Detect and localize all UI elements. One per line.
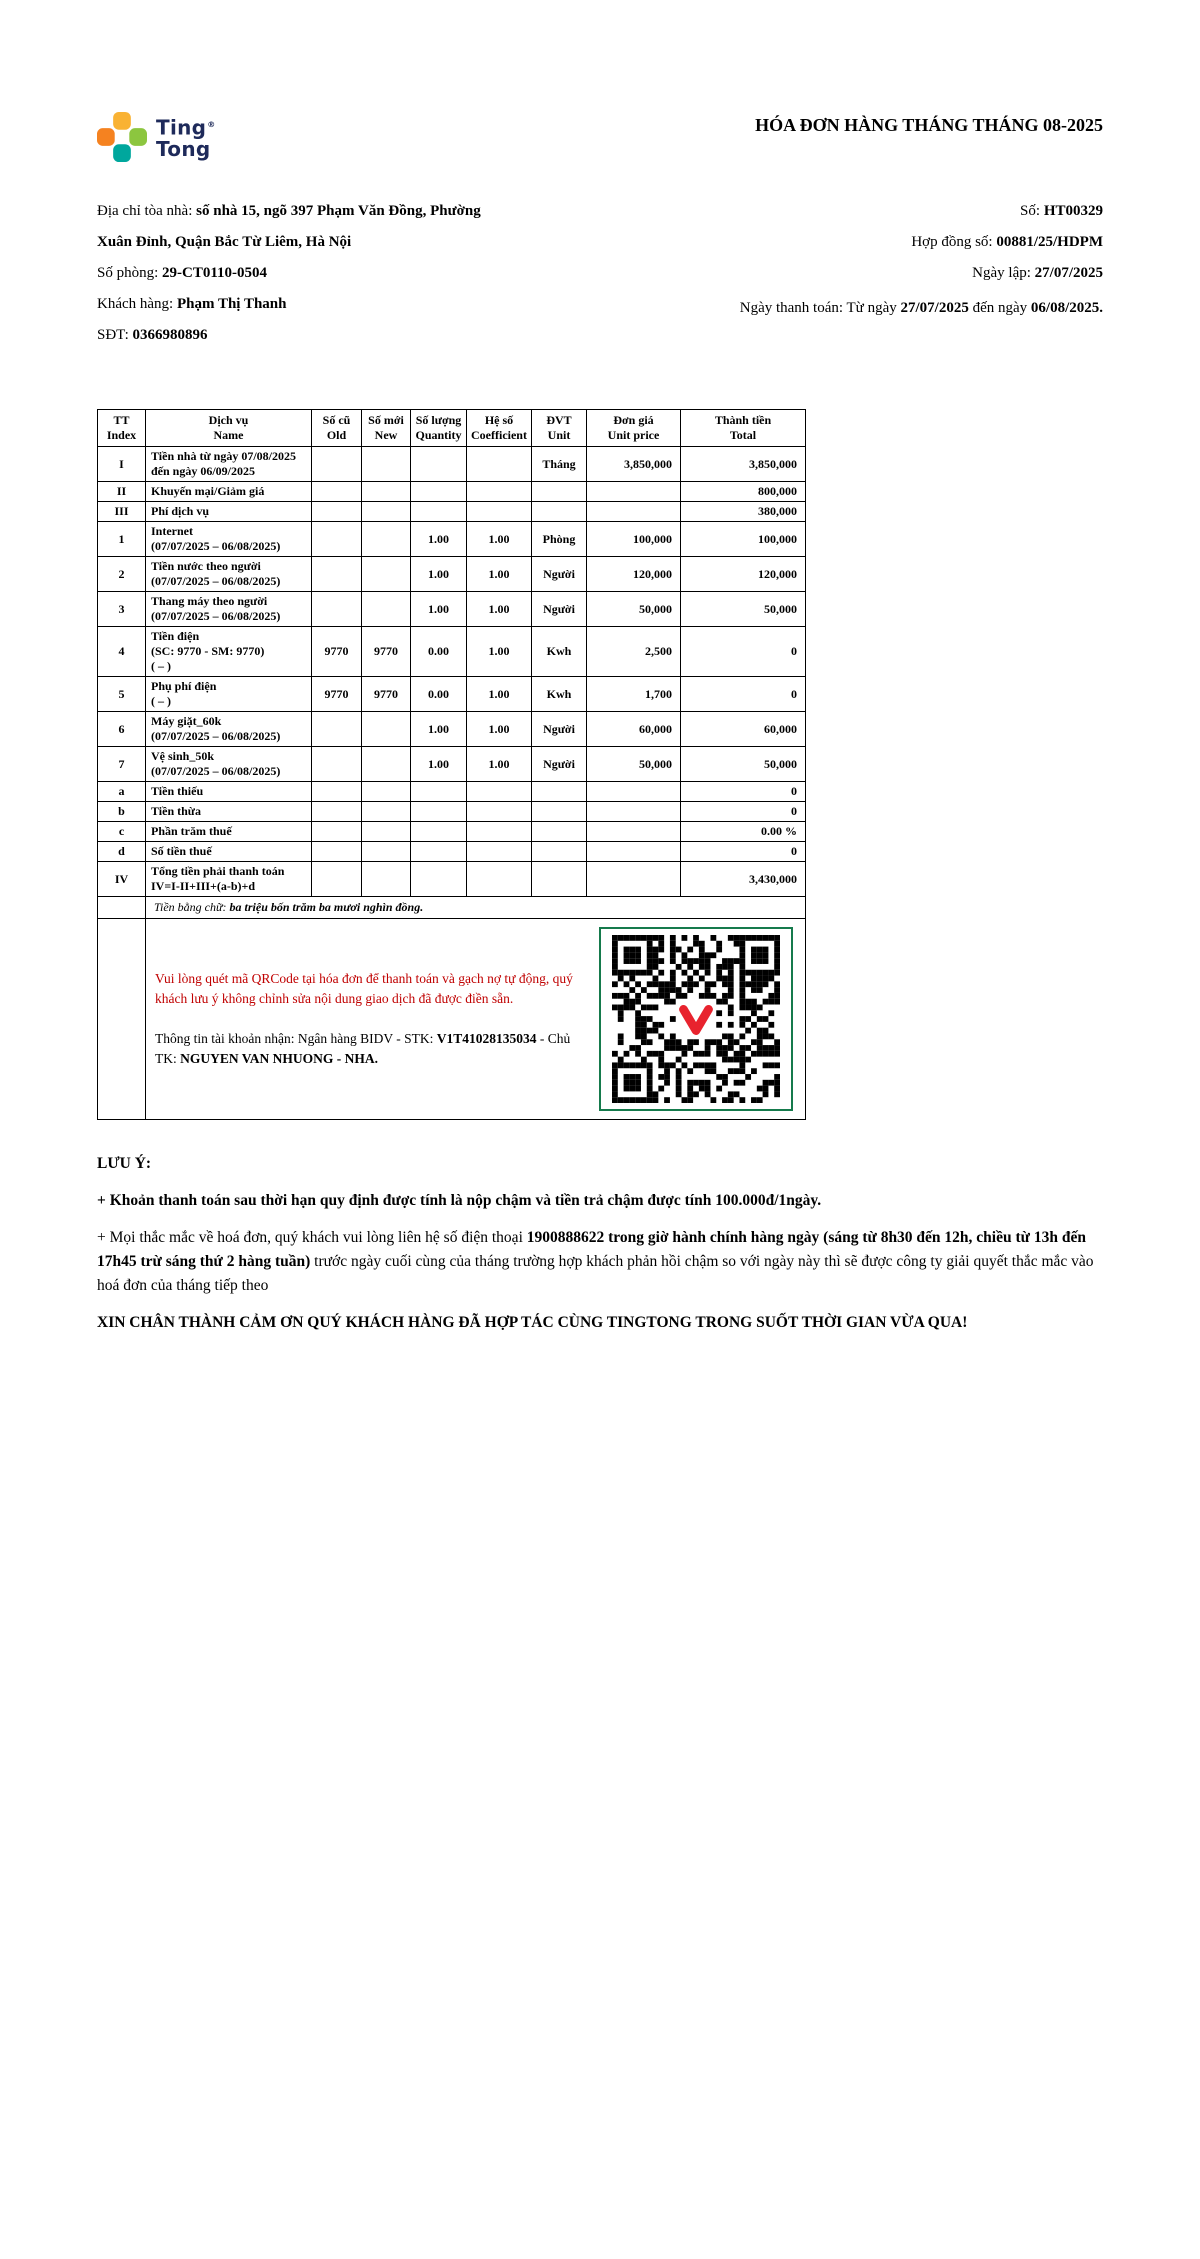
cell-old [312,557,362,592]
cell-name: Phụ phí điện ( – ) [146,677,312,712]
cell-total: 0 [681,677,806,712]
cell-total: 800,000 [681,482,806,502]
col-header-coefficient: Hệ số Coefficient [467,410,532,447]
cell-index: 3 [98,592,146,627]
cell-coefficient: 1.00 [467,557,532,592]
cell-quantity [411,502,467,522]
cell-unit: Kwh [532,677,587,712]
cell-index: 5 [98,677,146,712]
customer-info [97,196,512,351]
late-payment-note: + Khoản thanh toán sau thời hạn quy định được tính là nộp chậm và tiền trả chậm được tính 100.000đ/1ngày. [97,1192,822,1210]
cell-quantity [411,802,467,822]
cell-coefficient [467,447,532,482]
cell-unit-price: 120,000 [587,557,681,592]
cell-index: 4 [98,627,146,677]
service-row [98,557,806,592]
cell-coefficient: 1.00 [467,522,532,557]
cell-name: Số tiền thuế [146,842,312,862]
services-table [97,409,806,1120]
cell-new [362,557,411,592]
cell-index: d [98,842,146,862]
cell-unit: Tháng [532,447,587,482]
cell-coefficient [467,502,532,522]
cell-new [362,802,411,822]
cell-index: III [98,502,146,522]
cell-name: Tiền thiếu [146,782,312,802]
cell-coefficient: 1.00 [467,627,532,677]
cell-quantity: 1.00 [411,592,467,627]
service-row [98,447,806,482]
cell-name: Tiền thừa [146,802,312,822]
cell-new [362,482,411,502]
cell-unit: Kwh [532,627,587,677]
cell-index: a [98,782,146,802]
cell-coefficient [467,782,532,802]
cell-old [312,822,362,842]
cell-total: 120,000 [681,557,806,592]
issue-date-value: 27/07/2025 [1034,265,1103,281]
payment-middle: đến ngày [972,300,1028,316]
service-row [98,747,806,782]
registered-mark: ® [207,119,216,129]
phone-value: 0366980896 [132,327,208,343]
cell-old [312,502,362,522]
cell-unit: Người [532,557,587,592]
cell-new [362,712,411,747]
invoice-number-label: Số: [1020,203,1041,219]
invoice-number [733,196,1103,227]
cell-quantity: 0.00 [411,677,467,712]
service-row [98,677,806,712]
cell-coefficient [467,482,532,502]
contract-number [733,227,1103,258]
cell-name: Thang máy theo người (07/07/2025 – 06/08/2025) [146,592,312,627]
cell-unit-price: 3,850,000 [587,447,681,482]
col-header-total: Thành tiền Total [681,410,806,447]
cell-old [312,592,362,627]
cell-name: Vệ sinh_50k (07/07/2025 – 06/08/2025) [146,747,312,782]
col-header-quantity: Số lượng Quantity [411,410,467,447]
logo-wordmark [156,114,216,161]
phone-label: SĐT: [97,327,129,343]
thanks-note: XIN CHÂN THÀNH CẢM ƠN QUÝ KHÁCH HÀNG ĐÃ HỢP TÁC CÙNG TINGTONG TRONG SUỐT THỜI GIAN VỪA QUA! [97,1314,968,1332]
payment-prefix: Ngày thanh toán: Từ ngày [739,300,897,316]
cell-coefficient: 1.00 [467,677,532,712]
cell-total: 0 [681,842,806,862]
footer-notes [97,1152,1103,1335]
cell-unit: Phòng [532,522,587,557]
amount-in-words-label: Tiền bằng chữ: [154,900,227,914]
cell-index: 7 [98,747,146,782]
payment-from-date: 27/07/2025 [900,300,969,316]
cell-name: Phí dịch vụ [146,502,312,522]
cell-index: 6 [98,712,146,747]
cell-quantity [411,447,467,482]
service-row [98,592,806,627]
cell-new [362,782,411,802]
cell-name: Tiền điện (SC: 9770 - SM: 9770) ( – ) [146,627,312,677]
qr-code-frame [599,927,793,1111]
cell-total: 380,000 [681,502,806,522]
cell-unit-price: 2,500 [587,627,681,677]
bank-prefix: Thông tin tài khoản nhận: Ngân hàng BIDV - STK: [155,1031,434,1046]
cell-new [362,822,411,842]
cell-unit-price [587,482,681,502]
cell-coefficient: 1.00 [467,747,532,782]
hotline-note-suffix: trước ngày cuối cùng của tháng trường hợp khách phản hồi chậm so với ngày này thì sẽ được công ty giải quyết thắc mắc vào hoá đơn của tháng tiếp theo [97,1253,1094,1295]
service-row [98,482,806,502]
cell-unit [532,862,587,897]
cell-quantity: 1.00 [411,557,467,592]
notes-title: LƯU Ý: [97,1155,152,1172]
cell-quantity: 0.00 [411,627,467,677]
cell-old [312,522,362,557]
cell-unit [532,822,587,842]
customer-value: Phạm Thị Thanh [176,296,287,312]
col-header-index: TT Index [98,410,146,447]
cell-unit-price [587,842,681,862]
cell-unit-price [587,822,681,842]
cell-new: 9770 [362,627,411,677]
cell-quantity: 1.00 [411,747,467,782]
header [97,112,1103,162]
contract-label: Hợp đồng số: [911,234,993,250]
service-row [98,522,806,557]
cell-quantity [411,862,467,897]
cell-index: c [98,822,146,842]
bank-account-info [155,1029,595,1070]
payment-qr-code [612,935,780,1103]
cell-total: 0 [681,802,806,822]
cell-total: 60,000 [681,712,806,747]
bank-middle: - Chủ TK: [155,1031,571,1067]
payment-to-date: 06/08/2025. [1030,300,1103,316]
empty-index-cell [98,897,146,919]
cell-index: IV [98,862,146,897]
cell-index: II [98,482,146,502]
cell-coefficient [467,862,532,897]
cell-new [362,447,411,482]
customer-label: Khách hàng: [97,296,174,312]
invoice-info [97,196,1103,351]
cell-quantity [411,842,467,862]
cell-new [362,862,411,897]
cell-name: Khuyến mại/Giảm giá [146,482,312,502]
cell-unit [532,782,587,802]
logo-word-tong: Tong [156,137,211,162]
tingtong-logo-icon [97,112,147,162]
bank-account-number: V1T41028135034 [436,1031,537,1046]
customer-name [97,289,512,320]
cell-quantity [411,822,467,842]
cell-old [312,712,362,747]
cell-coefficient [467,822,532,842]
amount-in-words [146,897,806,919]
cell-coefficient [467,802,532,822]
cell-total: 50,000 [681,747,806,782]
cell-old [312,782,362,802]
customer-phone [97,320,512,351]
service-row [98,862,806,897]
col-header-old: Số cũ Old [312,410,362,447]
cell-quantity [411,782,467,802]
cell-total: 50,000 [681,592,806,627]
cell-old [312,862,362,897]
cell-coefficient: 1.00 [467,592,532,627]
table-header-row [98,410,806,447]
cell-old: 9770 [312,627,362,677]
service-row [98,822,806,842]
amount-in-words-value: ba triệu bốn trăm ba mươi nghìn đồng. [229,900,424,914]
cell-quantity: 1.00 [411,522,467,557]
cell-new [362,747,411,782]
room-label: Số phòng: [97,265,159,281]
service-row [98,802,806,822]
cell-name: Máy giặt_60k (07/07/2025 – 06/08/2025) [146,712,312,747]
cell-old: 9770 [312,677,362,712]
hotline-note-prefix: + Mọi thắc mắc về hoá đơn, quý khách vui lòng liên hệ số điện thoại [97,1229,523,1247]
qr-row [98,919,806,1120]
cell-new [362,842,411,862]
cell-unit-price: 100,000 [587,522,681,557]
cell-unit [532,802,587,822]
service-row [98,712,806,747]
cell-coefficient: 1.00 [467,712,532,747]
cell-unit-price: 60,000 [587,712,681,747]
bank-account-owner: NGUYEN VAN NHUONG - NHA. [180,1051,379,1067]
hotline-note-bold: 1900888622 trong giờ hành chính hàng ngày (sáng từ 8h30 đến 12h, chiều từ 13h đến 17h45 trừ sáng thứ 2 hàng tuần) [97,1229,1086,1271]
tingtong-logo [97,112,216,162]
cell-total: 3,430,000 [681,862,806,897]
cell-coefficient [467,842,532,862]
amount-in-words-row [98,897,806,919]
cell-old [312,482,362,502]
cell-name: Tổng tiền phải thanh toán IV=I-II+III+(a-b)+d [146,862,312,897]
cell-index: 2 [98,557,146,592]
cell-name: Tiền nhà từ ngày 07/08/2025 đến ngày 06/09/2025 [146,447,312,482]
payment-text-block [155,969,595,1070]
issue-date [733,258,1103,289]
cell-index: I [98,447,146,482]
cell-old [312,842,362,862]
contract-value: 00881/25/HDPM [996,234,1103,250]
cell-total: 3,850,000 [681,447,806,482]
qr-warning-text: Vui lòng quét mã QRCode tại hóa đơn để thanh toán và gạch nợ tự động, quý khách lưu ý không chỉnh sửa nội dung giao dịch đã được điền sẵn. [155,970,573,1006]
building-address [97,196,512,258]
cell-unit-price [587,862,681,897]
cell-unit-price [587,782,681,802]
cell-new [362,522,411,557]
cell-unit-price: 1,700 [587,677,681,712]
cell-new [362,592,411,627]
cell-total: 0.00 % [681,822,806,842]
cell-unit: Người [532,592,587,627]
cell-unit-price: 50,000 [587,592,681,627]
cell-unit: Người [532,747,587,782]
payment-instructions-cell [146,919,806,1120]
invoice-number-value: HT00329 [1043,203,1103,219]
service-row [98,782,806,802]
cell-unit-price [587,802,681,822]
address-label: Địa chỉ tòa nhà: [97,203,193,219]
cell-unit: Người [532,712,587,747]
room-value: 29-CT0110-0504 [162,265,268,281]
address-value: số nhà 15, ngõ 397 Phạm Văn Đồng, Phường Xuân Đỉnh, Quận Bắc Từ Liêm, Hà Nội [97,203,481,250]
service-row [98,627,806,677]
cell-total: 0 [681,782,806,802]
service-row [98,502,806,522]
cell-unit [532,482,587,502]
cell-index: 1 [98,522,146,557]
cell-index: b [98,802,146,822]
cell-name: Phần trăm thuế [146,822,312,842]
col-header-new: Số mới New [362,410,411,447]
payment-instructions [146,919,805,1119]
service-row [98,842,806,862]
col-header-name: Dịch vụ Name [146,410,312,447]
cell-unit [532,842,587,862]
cell-name: Tiền nước theo người (07/07/2025 – 06/08/2025) [146,557,312,592]
cell-total: 0 [681,627,806,677]
hotline-note [97,1226,1103,1298]
payment-period [733,293,1103,324]
room-number [97,258,512,289]
cell-old [312,747,362,782]
cell-unit-price: 50,000 [587,747,681,782]
cell-quantity [411,482,467,502]
cell-old [312,447,362,482]
col-header-unit: ĐVT Unit [532,410,587,447]
cell-new: 9770 [362,677,411,712]
cell-unit [532,502,587,522]
invoice-meta [733,196,1103,351]
cell-old [312,802,362,822]
cell-total: 100,000 [681,522,806,557]
cell-quantity: 1.00 [411,712,467,747]
invoice-title: HÓA ĐƠN HÀNG THÁNG THÁNG 08-2025 [755,115,1103,135]
cell-new [362,502,411,522]
issue-date-label: Ngày lập: [972,265,1031,281]
empty-index-cell [98,919,146,1120]
col-header-unit-price: Đơn giá Unit price [587,410,681,447]
cell-name: Internet (07/07/2025 – 06/08/2025) [146,522,312,557]
cell-unit-price [587,502,681,522]
logo-word-ting: Ting® [156,115,216,140]
